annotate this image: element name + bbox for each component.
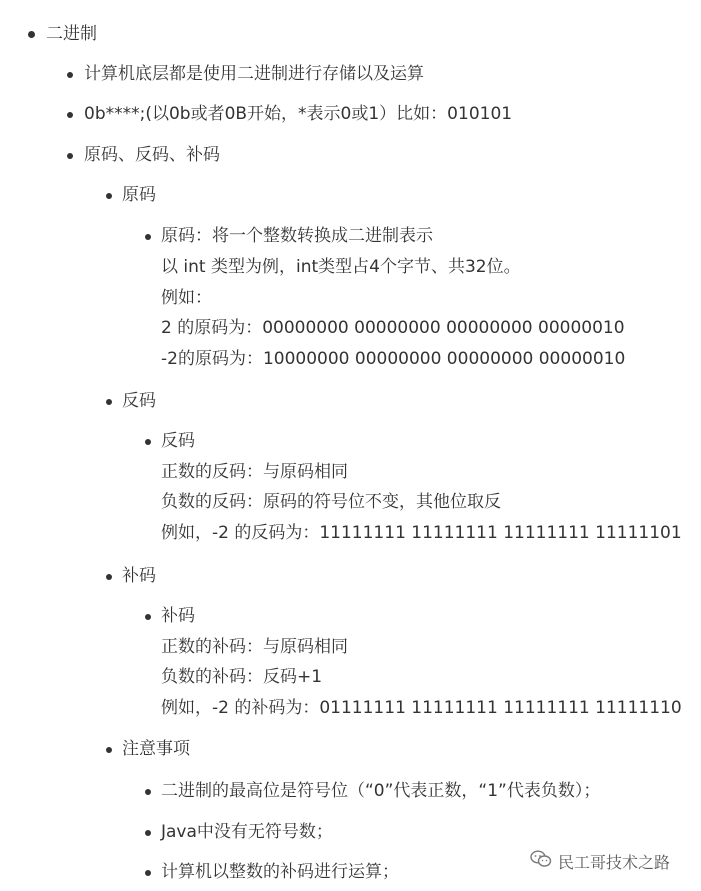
twos-line: 补码: [161, 606, 195, 626]
bullet-disc: [28, 31, 35, 38]
bullet-disc: [145, 789, 151, 795]
note-item: 计算机以整数的补码进行运算；: [161, 862, 399, 882]
bullet-disc: [145, 830, 151, 836]
subheading-ones-complement: 反码: [122, 391, 156, 411]
bullet-disc: [106, 574, 112, 580]
bullet-disc: [106, 399, 112, 405]
note-item: 二进制的最高位是符号位（“0”代表正数，“1”代表负数）；: [161, 781, 601, 801]
twos-line: 负数的补码：反码+1: [161, 667, 323, 687]
twos-line: 正数的补码：与原码相同: [161, 637, 348, 657]
original-line: 2 的原码为：00000000 00000000 00000000 00000010: [161, 318, 625, 338]
list-item-storage: 计算机底层都是使用二进制进行存储以及运算: [84, 64, 424, 84]
bullet-disc: [145, 439, 151, 445]
bullet-disc: [67, 72, 73, 78]
list-item-prefix: 0b****;(以0b或者0B开始，*表示0或1）比如：010101: [84, 104, 513, 124]
wechat-icon: [530, 850, 558, 872]
bullet-disc: [67, 153, 73, 159]
subheading-notes: 注意事项: [122, 739, 190, 759]
bullet-disc: [145, 614, 151, 620]
ones-line: 负数的反码：原码的符号位不变，其他位取反: [161, 492, 501, 512]
bullet-disc: [106, 747, 112, 753]
subheading-original: 原码: [122, 185, 156, 205]
ones-line: 反码: [161, 431, 195, 451]
subheading-twos-complement: 补码: [122, 566, 156, 586]
bullet-disc: [106, 193, 112, 199]
bullet-disc: [145, 234, 151, 240]
original-line: -2的原码为：10000000 00000000 00000000 00000010: [161, 349, 626, 369]
note-item: Java中没有无符号数；: [161, 822, 333, 842]
watermark: [530, 846, 670, 876]
list-item-codes: 原码、反码、补码: [84, 145, 220, 165]
original-line: 以 int 类型为例，int类型占4个字节、共32位。: [161, 257, 521, 277]
bullet-disc: [67, 112, 73, 118]
heading-binary: 二进制: [46, 24, 97, 44]
watermark-text: 民工哥技术之路: [558, 852, 671, 872]
ones-line: 例如，-2 的反码为：11111111 11111111 11111111 11111101: [161, 523, 682, 543]
twos-line: 例如，-2 的补码为：01111111 11111111 11111111 11111110: [161, 698, 682, 718]
original-line: 原码：将一个整数转换成二进制表示: [161, 226, 433, 246]
original-line: 例如：: [161, 288, 212, 308]
bullet-disc: [145, 870, 151, 876]
ones-line: 正数的反码：与原码相同: [161, 462, 348, 482]
